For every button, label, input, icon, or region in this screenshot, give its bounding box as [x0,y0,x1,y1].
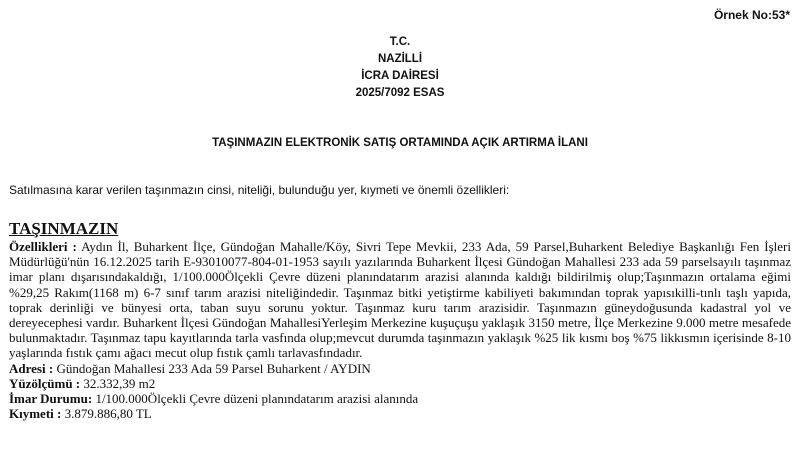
intro-text: Satılmasına karar verilen taşınmazın cinsi, niteliği, bulunduğu yer, kıymeti ve önemli özellikleri: [9,183,510,197]
address-line [9,361,791,376]
properties-text: Aydın İl, Buharkent İlçe, Gündoğan Mahalle/Köy, Sivri Tepe Mevkii, 233 Ada, 59 Parsel,Buharkent Belediye Başkanlığı Fen İşleri Müdürlüğü'nün 16.12.2025 tarih E-93010077-804-01-1953 sayılı yazılarında Buharkent İlçesi Gündoğan Mahallesi 233 ada 59 parselsayılı taşınmaz imar planı dışarısındakaldığı, 1/100.000Ölçekli Çevre düzeni planındatarım arazisi alanında kaldığı bildirilmiş olup;Taşınmazın ortalama eğimi %29,25 Rakım(1168 m) 6-7 sınıf tarım arazisi niteliğindedir. Taşınmaz bitki yetiştirme kabiliyeti bakımından toprak yapısıkilli-tınlı taşlı yapıda, toprak derinliği ve bünyesi orta, taban suyu sorunu yoktur. Taşınmaz kuru tarım arazisidir. Taşınmazın güneydoğusunda kadastral yol ve dereyecephesi vardır. Buharkent İlçesi Gündoğan MahallesiYerleşim Merkezine kuşuçuşu yaklaşık 3150 metre, İlçe Merkezine 9.000 metre mesafede bulunmaktadır. Taşınmaz tapu kayıtlarında tarla vasfında olup;mevcut durumda taşınmazın yaklaşık %25 lik kısmı boş %75 likkısmın içerisinde 8-10 yaşlarında fıstık çamı ağacı mecut olup fıstık çamlı tarlavasfındadır. [9,239,791,361]
header-case-number: 2025/7092 ESAS [355,87,445,99]
header-city: NAZİLLİ [377,53,423,65]
properties-paragraph [9,239,791,361]
area-text: 32.332,39 m2 [80,375,156,391]
announcement-title: TAŞINMAZIN ELEKTRONİK SATIŞ ORTAMINDA AÇIK ARTIRMA İLANI [212,137,588,149]
sample-number: Örnek No:53* [713,8,790,22]
header-tc: T.C. [389,36,411,48]
property-section [9,219,791,421]
properties-label: Özellikleri : [9,239,77,254]
address-text: Gündoğan Mahallesi 233 Ada 59 Parsel Buharkent / AYDIN [53,360,371,376]
header-office: İCRA DAİRESİ [361,70,439,82]
address-label: Adresi : [9,360,54,376]
section-title: TAŞINMAZIN [9,219,119,238]
area-line [9,376,791,391]
zoning-line [9,391,791,406]
value-text: 3.879.886,80 TL [61,406,152,422]
value-label: Kıymeti : [9,406,62,422]
zoning-label: İmar Durumu: [9,391,93,407]
value-line [9,406,791,421]
zoning-text: 1/100.000Ölçekli Çevre düzeni planındatarım arazisi alanında [92,391,419,407]
court-header [0,34,800,102]
area-label: Yüzölçümü : [9,375,81,391]
